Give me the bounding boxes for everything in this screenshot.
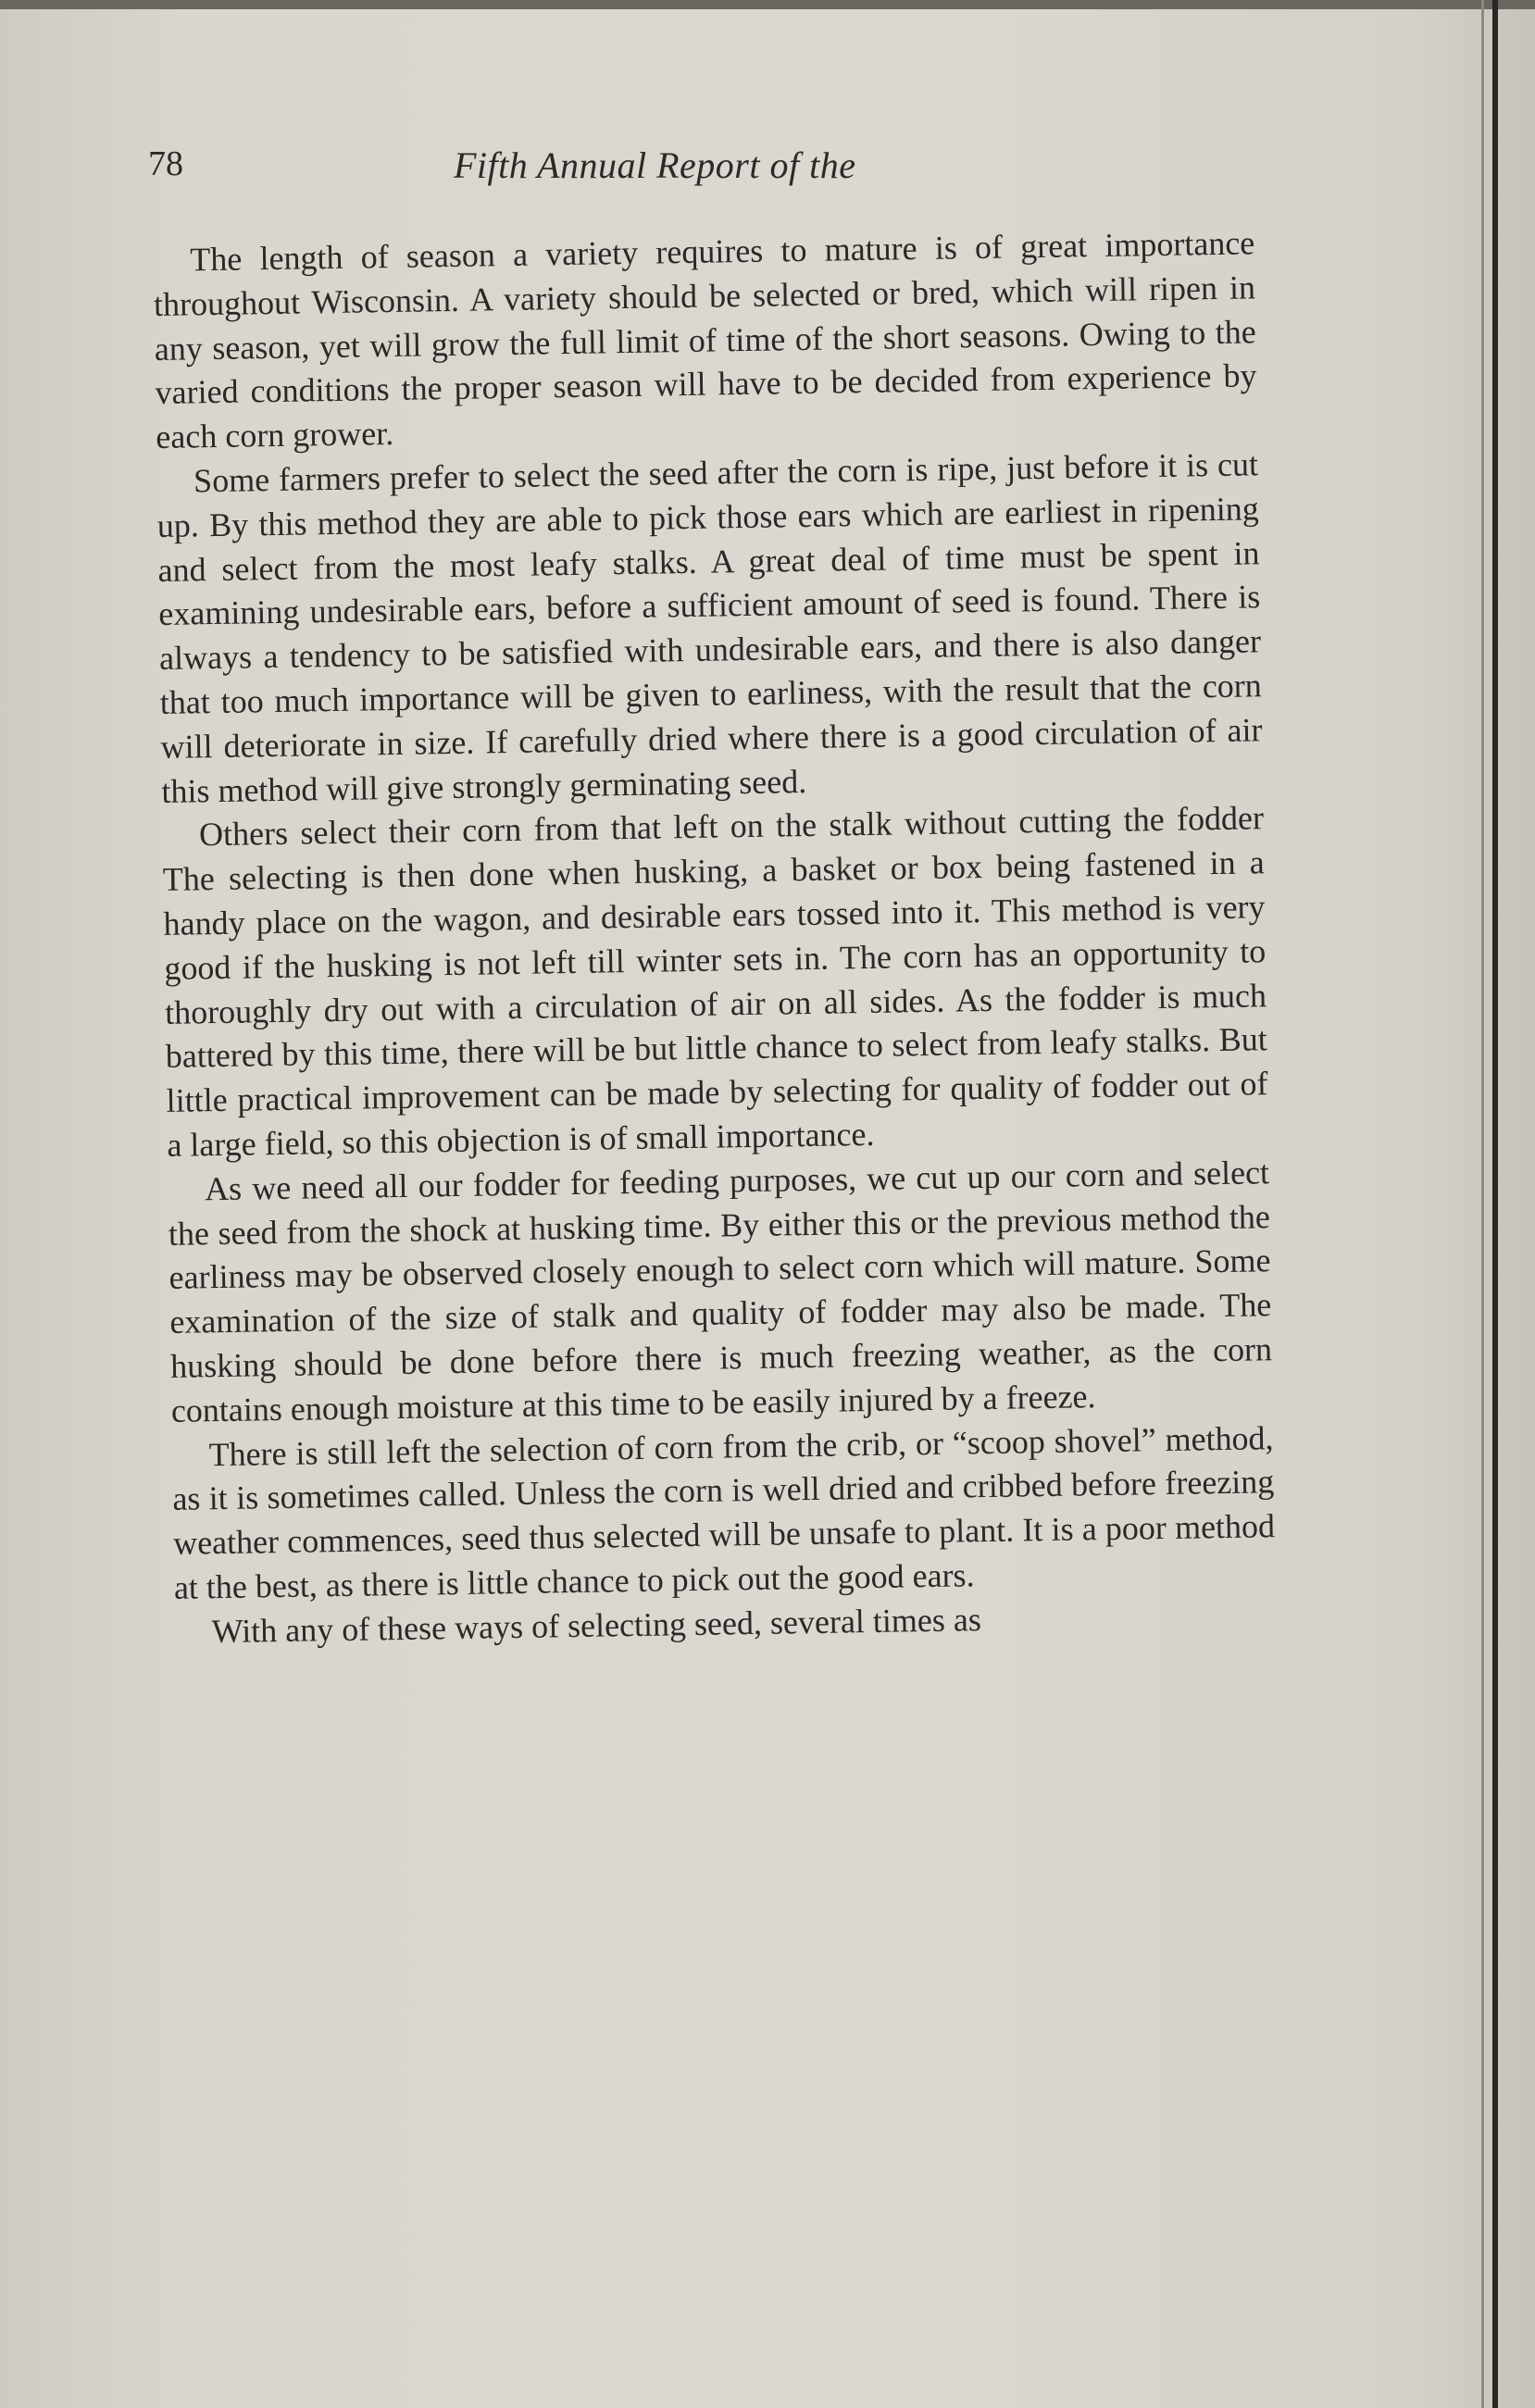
page-right-edge bbox=[1492, 0, 1498, 2408]
running-head: Fifth Annual Report of the bbox=[454, 144, 856, 186]
page-header bbox=[148, 143, 963, 199]
page-number: 78 bbox=[148, 144, 183, 183]
paragraph-select-from-stalk: Others select their corn from that left on the stalk without cutting the fodder The selecting is then done when husking, a basket or box being fastened in a handy place on the wagon, and desirable ears tossed into it. This method is very good if the husking is not left till winter sets in. The corn has an opportunity to thoroughly dry out with a circulation of air on all sides. As the fodder is much battered by this time, there will be but little chance to select from leafy stalks. But little practical improvement can be made by selecting for quality of fodder out of a large field, so this objection is of small importance. bbox=[162, 799, 1268, 1164]
paragraph-season-length: The length of season a variety requires to mature is of great importance throughout Wisconsin. A variety should be selected or bred, which will ripen in any season, yet will grow the full limit of time of the short seasons. Owing to the varied conditions the proper season will have to be decided from experience by each corn grower. bbox=[153, 224, 1257, 456]
page-top-edge bbox=[0, 0, 1535, 9]
page-fold-line bbox=[1481, 0, 1484, 2408]
paragraph-select-before-cutting: Some farmers prefer to select the seed after the corn is ripe, just before it is cut up. By this method they are able to pick those ears which are earliest in ripening and select from the most leafy stalks. A great deal of time must be spent in examining undesirable ears, before a sufficient amount of seed is found. There is always a tendency to be satisfied with undesirable ears, and there is also danger that too much importance will be given to earliness, with the result that the corn will deteriorate in size. If carefully dried where there is a good circulation of air this method will give strongly germinating seed. bbox=[156, 445, 1263, 810]
body-text bbox=[153, 221, 1277, 1654]
paragraph-select-from-crib: There is still left the selection of corn from the crib, or “scoop shovel” method, as it is sometimes called. Unless the corn is well dried and cribbed before freezing weather commences, seed thus selected will be unsafe to plant. It is a poor method at the best, as there is little chance to pick out the good ears. bbox=[172, 1418, 1276, 1606]
paragraph-select-from-shock: As we need all our fodder for feeding purposes, we cut up our corn and select the seed from the shock at husking time. By either this or the previous method the earliness may be observed closely enough to select corn which will mature. Some examination of the size of stalk and quality of fodder may also be made. The husking should be done before there is much freezing weather, as the corn contains enough moisture at this time to be easily injured by a freeze. bbox=[168, 1153, 1273, 1429]
paragraph-closing-line: With any of these ways of selecting seed, several times as bbox=[211, 1600, 982, 1650]
